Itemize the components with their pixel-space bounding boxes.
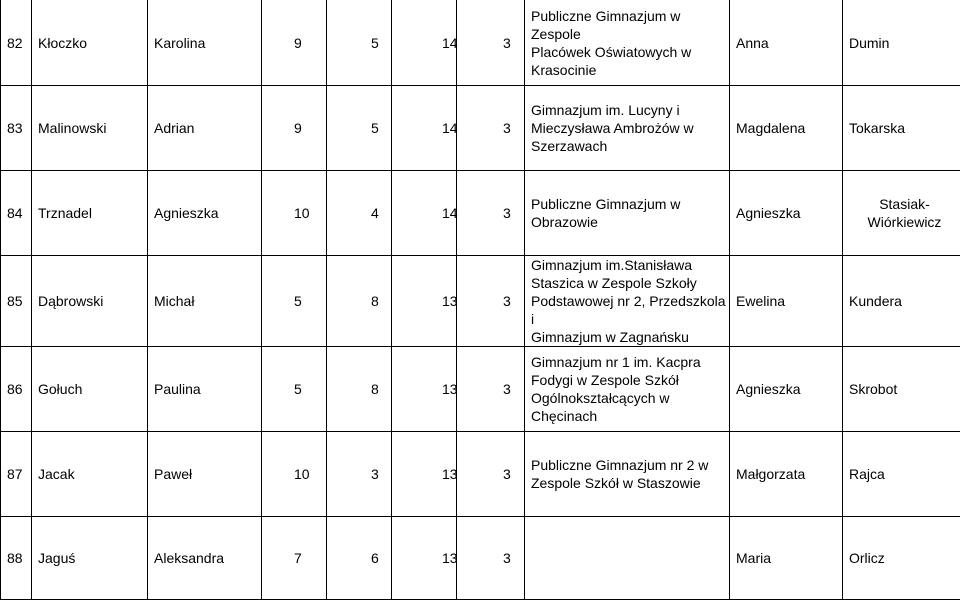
school-name-line: Gimnazjum im.Stanisława [531, 256, 729, 274]
school-name-line: Gimnazjum w Zagnańsku [531, 328, 729, 346]
teacher-surname: Skrobot [843, 347, 960, 432]
teacher-first-name: Magdalena [730, 86, 843, 171]
teacher-first-name: Maria [730, 517, 843, 600]
score-a: 5 [327, 0, 392, 86]
score-b: 13 [392, 347, 457, 432]
teacher-surname: Orlicz [843, 517, 960, 600]
teacher-first-name: Anna [730, 0, 843, 86]
row-number: 85 [1, 256, 32, 347]
student-name: Paulina [148, 347, 262, 432]
score-c: 3 [457, 517, 525, 600]
school-name-line: Podstawowej nr 2, Przedszkola i [531, 292, 729, 328]
class-cell: 7 [262, 517, 327, 600]
score-a: 4 [327, 171, 392, 256]
school-name-line: Publiczne Gimnazjum w [531, 195, 729, 213]
school-name [525, 0, 730, 86]
school-name [525, 171, 730, 256]
school-name-line: Publiczne Gimnazjum nr 2 w [531, 456, 729, 474]
score-b: 13 [392, 256, 457, 347]
score-a: 8 [327, 256, 392, 347]
school-name-line: Zespole Szkół w Staszowie [531, 474, 729, 492]
student-surname: Dąbrowski [32, 256, 148, 347]
row-number: 86 [1, 347, 32, 432]
teacher-surname: Dumin [843, 0, 960, 86]
student-surname: Kłoczko [32, 0, 148, 86]
student-surname: Jacak [32, 432, 148, 517]
score-a: 8 [327, 347, 392, 432]
student-name: Adrian [148, 86, 262, 171]
school-name-line: Ogólnokształcących w Chęcinach [531, 389, 729, 425]
teacher-surname-line: Wiórkiewicz [849, 213, 960, 231]
class-cell: 5 [262, 347, 327, 432]
school-name [525, 517, 730, 600]
school-name-line: Gimnazjum im. Lucyny i [531, 101, 729, 119]
school-name [525, 432, 730, 517]
teacher-surname: Tokarska [843, 86, 960, 171]
table-row [1, 517, 960, 600]
score-c: 3 [457, 0, 525, 86]
score-c: 3 [457, 86, 525, 171]
teacher-first-name: Agnieszka [730, 347, 843, 432]
teacher-surname: Rajca [843, 432, 960, 517]
score-c: 3 [457, 432, 525, 517]
student-surname: Gołuch [32, 347, 148, 432]
score-b: 14 [392, 171, 457, 256]
row-number: 82 [1, 0, 32, 86]
school-name-line: Gimnazjum nr 1 im. Kacpra [531, 353, 729, 371]
teacher-surname [843, 171, 960, 256]
school-name [525, 86, 730, 171]
teacher-first-name: Agnieszka [730, 171, 843, 256]
school-name-line: Publiczne Gimnazjum w Zespole [531, 7, 729, 43]
score-c: 3 [457, 171, 525, 256]
class-cell: 10 [262, 432, 327, 517]
row-number: 84 [1, 171, 32, 256]
table-row [1, 256, 960, 347]
student-name: Michał [148, 256, 262, 347]
student-name: Karolina [148, 0, 262, 86]
student-surname: Trznadel [32, 171, 148, 256]
school-name [525, 256, 730, 347]
score-b: 14 [392, 86, 457, 171]
table-row [1, 347, 960, 432]
student-surname: Jaguś [32, 517, 148, 600]
table-row [1, 171, 960, 256]
score-a: 6 [327, 517, 392, 600]
teacher-surname: Kundera [843, 256, 960, 347]
table-row [1, 432, 960, 517]
score-a: 5 [327, 86, 392, 171]
student-name: Agnieszka [148, 171, 262, 256]
student-surname: Malinowski [32, 86, 148, 171]
score-a: 3 [327, 432, 392, 517]
class-cell: 9 [262, 0, 327, 86]
row-number: 88 [1, 517, 32, 600]
score-b: 14 [392, 0, 457, 86]
student-name: Paweł [148, 432, 262, 517]
score-b: 13 [392, 517, 457, 600]
student-name: Aleksandra [148, 517, 262, 600]
score-c: 3 [457, 347, 525, 432]
score-b: 13 [392, 432, 457, 517]
class-cell: 10 [262, 171, 327, 256]
class-cell: 9 [262, 86, 327, 171]
score-c: 3 [457, 256, 525, 347]
school-name-line: Obrazowie [531, 213, 729, 231]
school-name [525, 347, 730, 432]
table-row [1, 86, 960, 171]
class-cell: 5 [262, 256, 327, 347]
school-name-line: Krasocinie [531, 61, 729, 79]
row-number: 87 [1, 432, 32, 517]
teacher-surname-line: Stasiak- [849, 195, 960, 213]
school-name-line: Staszica w Zespole Szkoły [531, 274, 729, 292]
row-number: 83 [1, 86, 32, 171]
table-body [1, 0, 960, 600]
school-name-line: Mieczysława Ambrożów w [531, 119, 729, 137]
table-row [1, 0, 960, 86]
school-name-line: Placówek Oświatowych w [531, 43, 729, 61]
school-name-line: Fodygi w Zespole Szkół [531, 371, 729, 389]
school-name-line: Szerzawach [531, 137, 729, 155]
teacher-first-name: Małgorzata [730, 432, 843, 517]
teacher-first-name: Ewelina [730, 256, 843, 347]
